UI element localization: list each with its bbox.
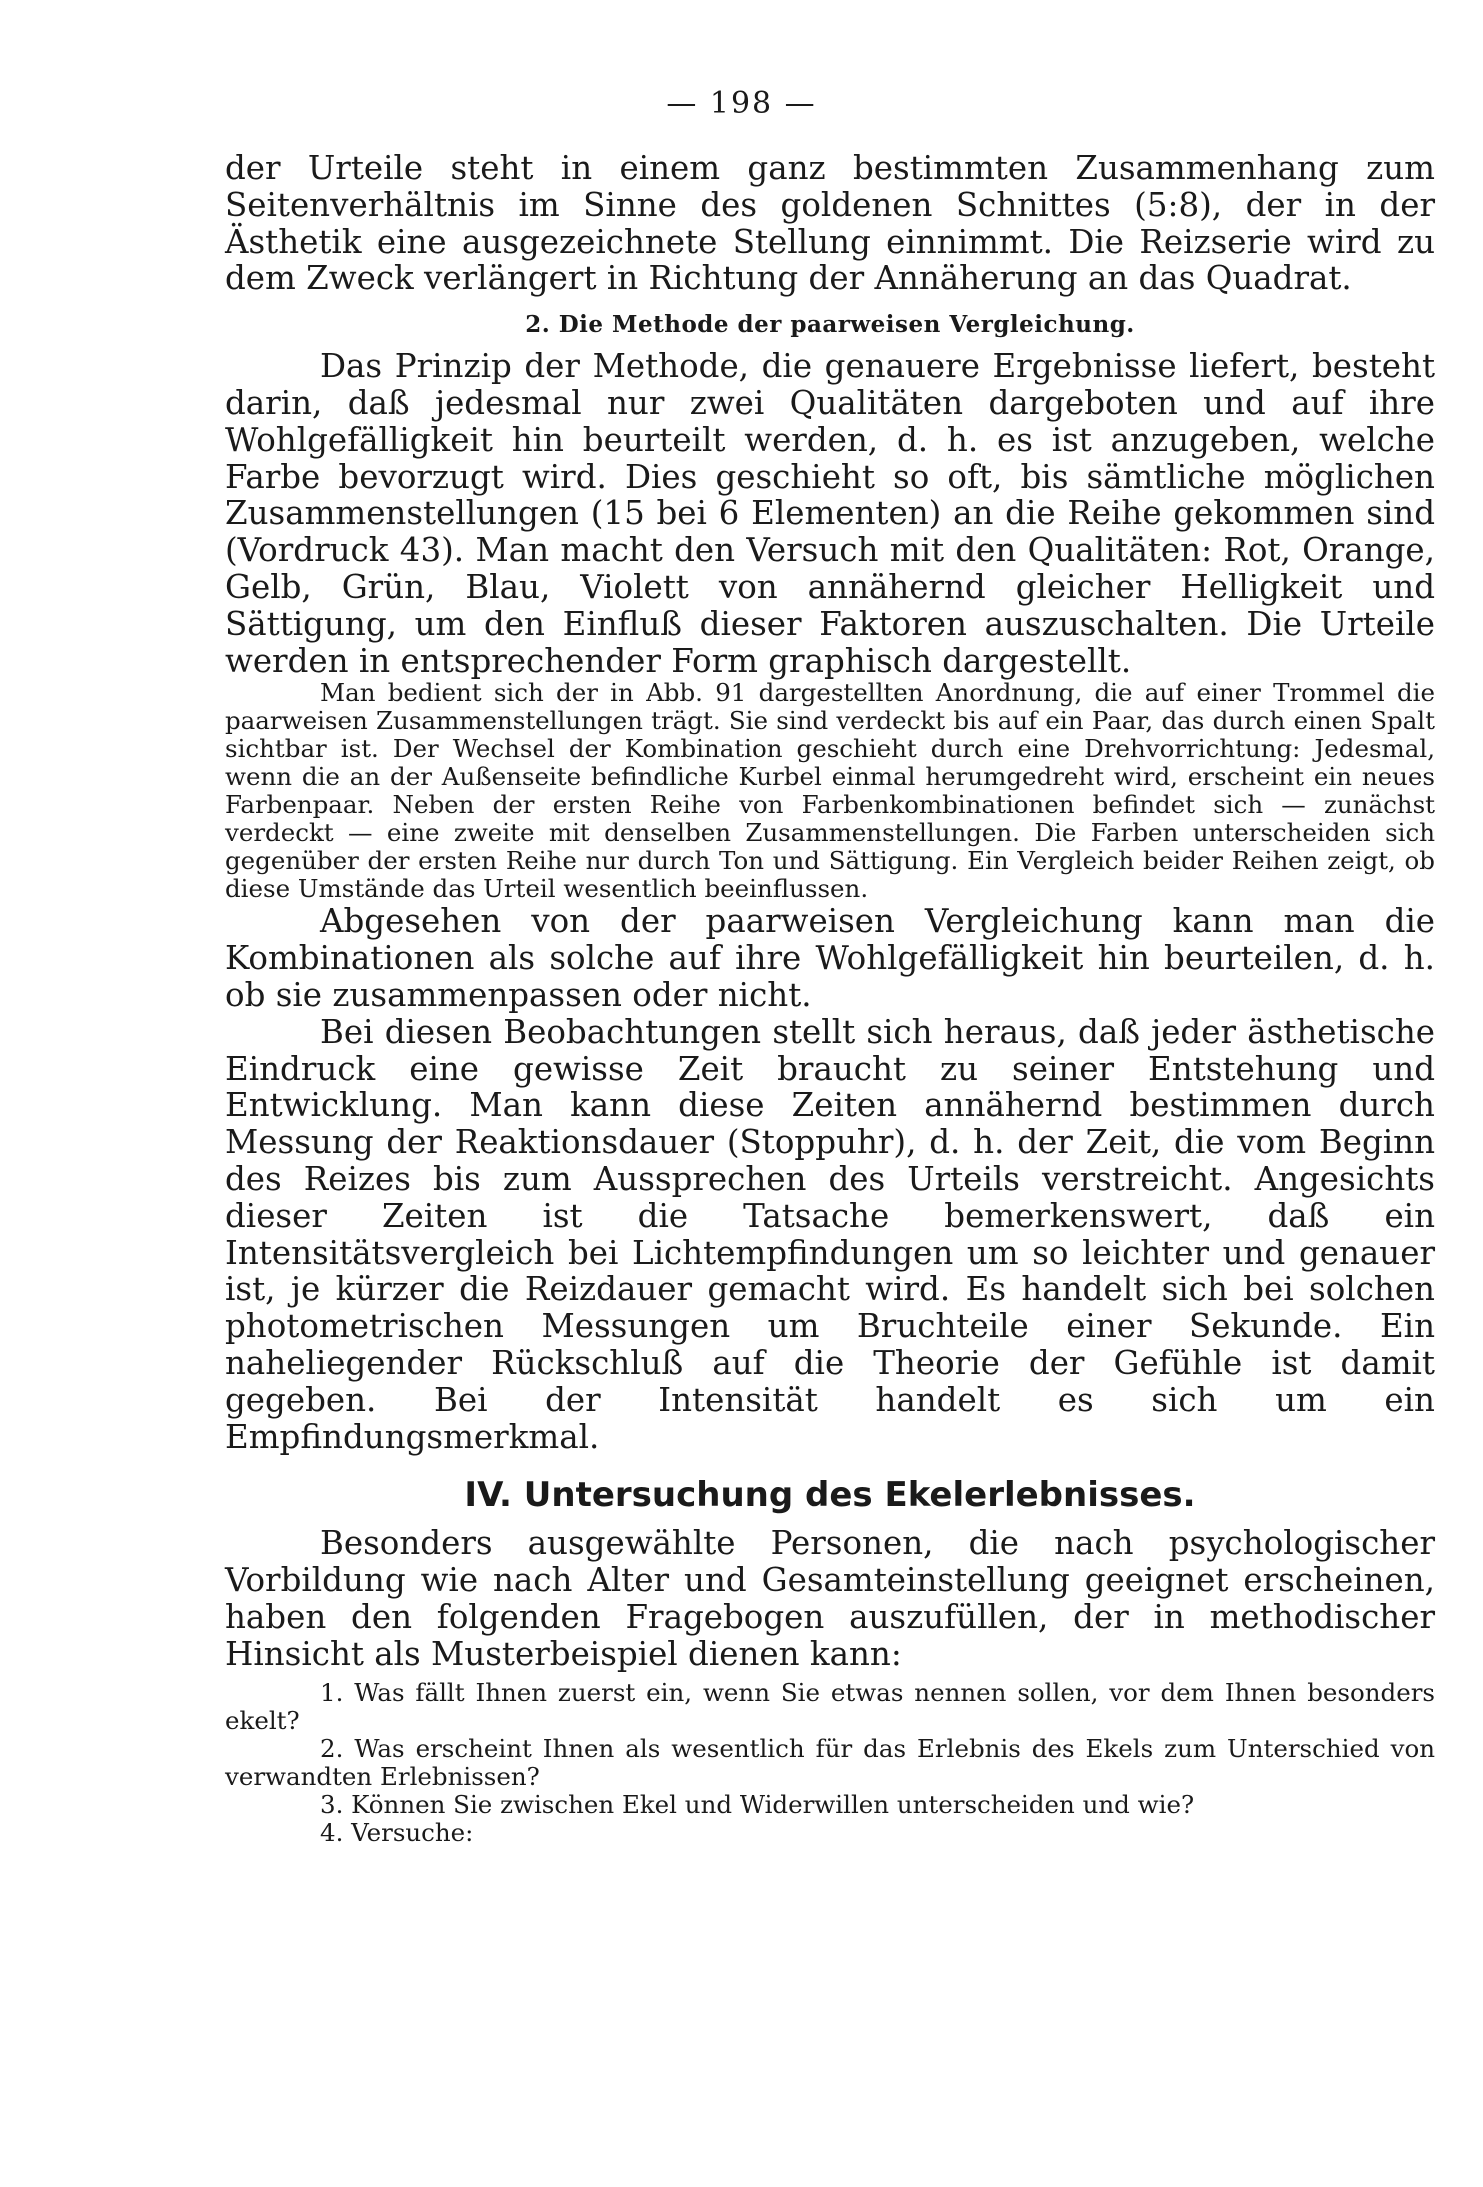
paragraph-method-principle: Das Prinzip der Methode, die genauere Ergebnisse liefert, besteht darin, daß jedesmal nur zwei Qualitäten dargeboten und auf ihre Wohlgefälligkeit hin beurteilt werden, d. h. es ist anzugeben, welche Farbe bevorzugt wird. Dies geschieht so oft, bis sämtliche möglichen Zusammenstellungen (15 bei 6 Elementen) an die Reihe gekommen sind (Vordruck 43). Man macht den Versuch mit den Qualitäten: Rot, Orange, Gelb, Grün, Blau, Violett von annähernd gleicher Helligkeit und Sättigung, um den Einfluß dieser Faktoren auszuschalten. Die Urteile werden in entsprechender Form graphisch dargestellt. [225, 347, 1435, 680]
section-heading-disgust: IV. Untersuchung des Ekelerlebnisses. [464, 1475, 1196, 1516]
paragraph-golden-ratio: der Urteile steht in einem ganz bestimmten Zusammenhang zum Seitenverhältnis im Sinne des goldenen Schnittes (5:8), der in der Ästhetik eine ausgezeichnete Stellung einnimmt. Die Reizserie wird zu dem Zweck verlängert in Richtung der Annäherung an das Quadrat. [225, 149, 1435, 298]
question-item: 1. Was fällt Ihnen zuerst ein, wenn Sie etwas nennen sollen, vor dem Ihnen besonders ekelt? [225, 1677, 1435, 1735]
paragraph-apparatus-note: Man bedient sich der in Abb. 91 dargestellten Anordnung, die auf einer Trommel die paarweisen Zusammenstellungen trägt. Sie sind verdeckt bis auf ein Paar, das durch einen Spalt sichtbar ist. Der Wechsel der Kombination geschieht durch eine Drehvorrichtung: Jedesmal, wenn die an der Außenseite befindliche Kurbel einmal herumgedreht wird, erscheint ein neues Farbenpaar. Neben der ersten Reihe von Farbenkombinationen befindet sich — zunächst verdeckt — eine zweite mit denselben Zusammenstellungen. Die Farben unterscheiden sich gegenüber der ersten Reihe nur durch Ton und Sättigung. Ein Vergleich beider Reihen zeigt, ob diese Umstände das Urteil wesentlich beeinflussen. [225, 678, 1435, 904]
text-column [225, 150, 1435, 1847]
paragraph-questionnaire-intro: Besonders ausgewählte Personen, die nach psychologischer Vorbildung wie nach Alter und Gesamteinstellung geeignet erscheinen, haben den folgenden Fragebogen auszufüllen, der in methodischer Hinsicht als Musterbeispiel dienen kann: [225, 1524, 1435, 1673]
paragraph-reaction-time: Bei diesen Beobachtungen stellt sich heraus, daß jeder ästhetische Eindruck eine gewisse Zeit braucht zu seiner Entstehung und Entwicklung. Man kann diese Zeiten annähernd bestimmen durch Messung der Reaktionsdauer (Stoppuhr), d. h. der Zeit, die vom Beginn des Reizes bis zum Aussprechen des Urteils verstreicht. Angesichts dieser Zeiten ist die Tatsache bemerkenswert, daß ein Intensitätsvergleich bei Lichtempfindungen um so leichter und genauer ist, je kürzer die Reizdauer gemacht wird. Es handelt sich bei solchen photometrischen Messungen um Bruchteile einer Sekunde. Ein naheliegender Rückschluß auf die Theorie der Gefühle ist damit gegeben. Bei der Intensität handelt es sich um ein Empfindungsmerkmal. [225, 1012, 1435, 1456]
question-item: 2. Was erscheint Ihnen als wesentlich für das Erlebnis des Ekels zum Unterschied von verwandten Erlebnissen? [225, 1733, 1435, 1791]
question-item: 3. Können Sie zwischen Ekel und Widerwillen unterscheiden und wie? [320, 1789, 1195, 1819]
section-heading-paired-comparison: 2. Die Methode der paarweisen Vergleichung. [525, 311, 1135, 339]
paragraph-combinations: Abgesehen von der paarweisen Vergleichung kann man die Kombinationen als solche auf ihre Wohlgefälligkeit hin beurteilen, d. h. ob sie zusammenpassen oder nicht. [225, 902, 1435, 1014]
question-item: 4. Versuche: [320, 1817, 474, 1847]
page-number: — 198 — [666, 86, 817, 121]
